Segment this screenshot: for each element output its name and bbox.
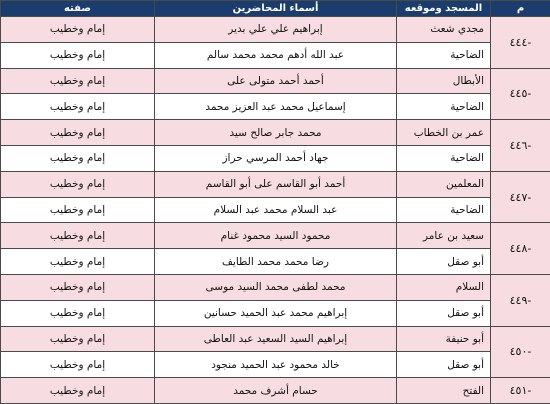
- mosque-location: الضاحية: [397, 145, 491, 171]
- header-num: م: [491, 1, 550, 17]
- lecturer-role: إمام وخطيب: [1, 120, 155, 146]
- table-row: [1, 120, 550, 146]
- mosque-name: عمر بن الخطاب: [397, 120, 491, 146]
- mosque-location: الضاحية: [397, 197, 491, 223]
- table-row: [1, 171, 550, 197]
- lecturer-name: أحمد أحمد متولى على: [155, 68, 397, 94]
- lecturer-role: إمام وخطيب: [1, 17, 155, 43]
- mosque-name: مجدي شعث: [397, 17, 491, 43]
- row-number: -٤٤٤: [491, 17, 550, 69]
- table-row: [1, 145, 550, 171]
- lecturer-name: عبد الله أدهم محمد محمد سالم: [155, 42, 397, 68]
- lecturer-name: عبد السلام محمد عبد السلام: [155, 197, 397, 223]
- lecturer-role: إمام وخطيب: [1, 197, 155, 223]
- lecturer-role: إمام وخطيب: [1, 68, 155, 94]
- lecturer-role: إمام وخطيب: [1, 326, 155, 352]
- lecturer-name: محمد جابر صالح سيد: [155, 120, 397, 146]
- lecturer-name: حسام أشرف محمد: [155, 378, 397, 404]
- lecturer-name: محمود السيد محمود غنام: [155, 223, 397, 249]
- lecturer-role: إمام وخطيب: [1, 42, 155, 68]
- lecturer-name: رضا محمد محمد الطايف: [155, 249, 397, 275]
- lecturer-name: محمد لطفى محمد السيد موسى: [155, 274, 397, 300]
- header-mosque: المسجد وموقعه: [397, 1, 491, 17]
- table-row: [1, 352, 550, 378]
- lecturer-role: إمام وخطيب: [1, 378, 155, 404]
- lecturer-role: إمام وخطيب: [1, 249, 155, 275]
- header-role: صفته: [1, 1, 155, 17]
- lecturer-role: إمام وخطيب: [1, 171, 155, 197]
- lecturer-name: إبراهيم السيد السعيد عبد العاطى: [155, 326, 397, 352]
- mosque-location: الضاحية: [397, 42, 491, 68]
- table-row: [1, 94, 550, 120]
- lecturer-role: إمام وخطيب: [1, 94, 155, 120]
- table-row: [1, 249, 550, 275]
- lecturer-name: أحمد أبو القاسم على أبو القاسم: [155, 171, 397, 197]
- lecturer-name: إسماعيل محمد عبد العزيز محمد: [155, 94, 397, 120]
- mosque-location: أبو صقل: [397, 352, 491, 378]
- mosque-location: أبو صقل: [397, 249, 491, 275]
- row-number: -٤٤٦: [491, 120, 550, 172]
- row-number: -٤٥١: [491, 378, 550, 404]
- lecturer-role: إمام وخطيب: [1, 352, 155, 378]
- lecturer-name: إبراهيم علي علي بدير: [155, 17, 397, 43]
- lecturer-name: جهاد أحمد المرسي حراز: [155, 145, 397, 171]
- lecturer-role: إمام وخطيب: [1, 223, 155, 249]
- row-number: -٤٤٨: [491, 223, 550, 275]
- row-number: -٤٤٧: [491, 171, 550, 223]
- lecturer-role: إمام وخطيب: [1, 300, 155, 326]
- table-row: [1, 326, 550, 352]
- table-row: [1, 378, 550, 404]
- lecturer-role: إمام وخطيب: [1, 145, 155, 171]
- header-row: [1, 1, 550, 17]
- mosque-name: أبو حنيفة: [397, 326, 491, 352]
- table-row: [1, 197, 550, 223]
- row-number: -٤٤٩: [491, 274, 550, 326]
- mosque-name: الفتح: [397, 378, 491, 404]
- header-names: أسماء المحاضرين: [155, 1, 397, 17]
- mosque-name: الأبطال: [397, 68, 491, 94]
- mosque-location: الضاحية: [397, 94, 491, 120]
- table-row: [1, 274, 550, 300]
- mosque-name: السلام: [397, 274, 491, 300]
- mosque-name: المعلمين: [397, 171, 491, 197]
- mosque-name: سعيد بن عامر: [397, 223, 491, 249]
- row-number: -٤٥٠: [491, 326, 550, 378]
- table-row: [1, 223, 550, 249]
- lecturer-name: خالد محمود عبد الحميد منجود: [155, 352, 397, 378]
- table-row: [1, 300, 550, 326]
- mosque-location: أبو صقل: [397, 300, 491, 326]
- lecturer-role: إمام وخطيب: [1, 274, 155, 300]
- lecturer-name: إبراهيم محمد عبد الحميد حسانين: [155, 300, 397, 326]
- row-number: -٤٤٥: [491, 68, 550, 120]
- table-row: [1, 17, 550, 43]
- table-row: [1, 68, 550, 94]
- table-row: [1, 42, 550, 68]
